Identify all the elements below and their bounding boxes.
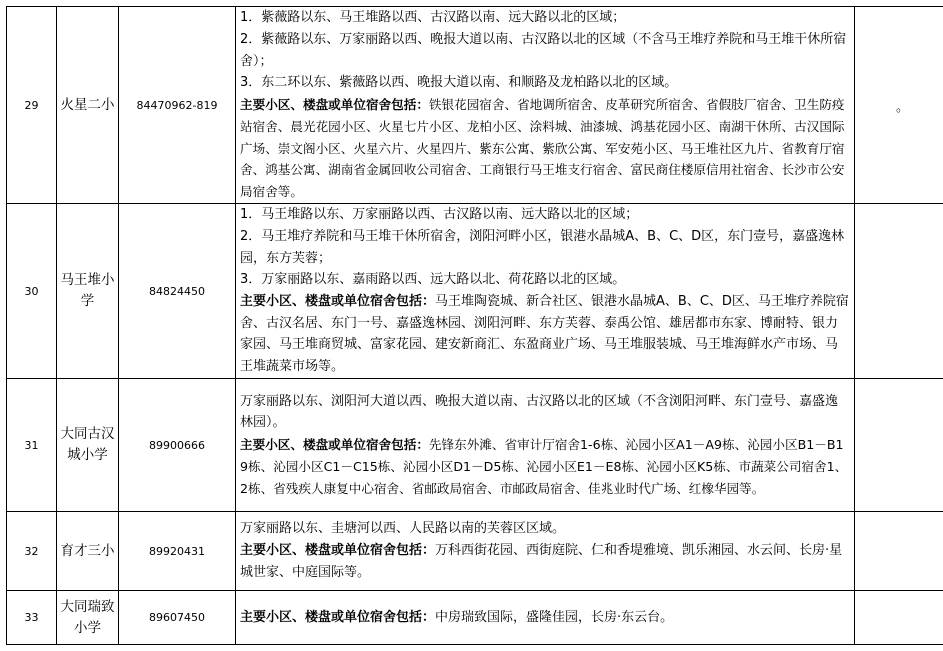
row-number: 32 [7, 512, 57, 591]
table-row [7, 591, 943, 645]
phone-number: 89920431 [119, 512, 236, 591]
note-cell [855, 591, 943, 645]
row-number: 33 [7, 591, 57, 645]
enrollment-area [236, 204, 855, 379]
key-label: 主要小区、楼盘或单位宿舍包括： [240, 294, 436, 309]
school-name: 马王堆小学 [57, 204, 119, 379]
table-row [7, 204, 943, 379]
key-text: 铁银花园宿舍、省地调所宿舍、皮革研究所宿舍、省假肢厂宿舍、卫生防疫站宿舍、晨光花园小区、火星七片小区、龙柏小区、涂料城、油漆城、鸿基花园小区、南湖干休所、古汉国际广场、崇文阁小区、火星六片、火星四片、紫东公寓、紫欣公寓、军安苑小区、马王堆社区九片、省教育厅宿舍、鸿基公寓、湖南省金属回收公司宿舍、工商银行马王堆支行宿舍、富民商住楼原信用社宿舍、长沙市公安局宿舍等。 [240, 97, 845, 199]
area-line: 1．马王堆路以东、万家丽路以西、古汉路以南、远大路以北的区域； [240, 207, 639, 223]
row-number: 30 [7, 204, 57, 379]
phone-number: 89607450 [119, 591, 236, 645]
key-communities [240, 434, 850, 499]
phone-number: 89900666 [119, 379, 236, 512]
note-cell [855, 204, 943, 379]
key-label: 主要小区、楼盘或单位宿舍包括： [240, 609, 436, 625]
area-line: 2．马王堆疗养院和马王堆干休所宿舍，浏阳河畔小区，银港水晶城A、B、C、D区，东门壹号，嘉盛逸林园，东方芙蓉； [240, 228, 845, 266]
note-cell [855, 512, 943, 591]
enrollment-area [236, 512, 855, 591]
phone-number: 84824450 [119, 204, 236, 379]
key-label: 主要小区、楼盘或单位宿舍包括： [240, 97, 429, 113]
row-number: 31 [7, 379, 57, 512]
table-row [7, 379, 943, 512]
enrollment-area [236, 591, 855, 645]
school-name: 大同古汉城小学 [57, 379, 119, 512]
table-row [7, 512, 943, 591]
school-name: 火星二小 [57, 7, 119, 204]
area-line: 3．东二环以东、紫薇路以西、晚报大道以南、和顺路及龙柏路以北的区域。 [240, 75, 678, 91]
school-name: 大同瑞致小学 [57, 591, 119, 645]
school-district-table [6, 6, 943, 645]
phone-number: 84470962-819 [119, 7, 236, 204]
key-communities [240, 540, 850, 583]
area-line: 万家丽路以东、浏阳河大道以西、晚报大道以南、古汉路以北的区域（不含浏阳河畔、东门壹号、嘉盛逸林园）。 [240, 393, 839, 431]
note-cell [855, 379, 943, 512]
key-text: 中房瑞致国际，盛隆佳园，长房·东云台。 [435, 609, 674, 625]
key-text: 先锋东外滩、省审计厅宿舍1-6栋、沁园小区A1－A9栋、沁园小区B1－B19栋、沁园小区C1－C15栋、沁园小区D1－D5栋、沁园小区E1－E8栋、沁园小区K5栋、市蔬菜公司宿舍1、2栋、省残疾人康复中心宿舍、省邮政局宿舍、市邮政局宿舍、佳兆业时代广场、红橡华园等。 [240, 437, 848, 496]
key-label: 主要小区、楼盘或单位宿舍包括： [240, 543, 436, 559]
enrollment-area [236, 379, 855, 512]
key-text: 马王堆陶瓷城、新合社区、银港水晶城A、B、C、D区、马王堆疗养院宿舍、古汉名居、东门一号、嘉盛逸林园、浏阳河畔、东方芙蓉、泰禹公馆、雄居都市东家、博耐特、银力家园、马王堆商贸城、富家花园、建安新商汇、东盈商业广场、马王堆服装城、马王堆海鲜水产市场、马王堆蔬菜市场等。 [240, 294, 849, 375]
key-communities [240, 291, 850, 378]
area-line: 1．紫薇路以东、马王堆路以西、古汉路以南、远大路以北的区域； [240, 10, 626, 26]
row-number: 29 [7, 7, 57, 204]
enrollment-area [236, 7, 855, 204]
key-text: 万科西街花园、西街庭院、仁和香堤雅境、凯乐湘园、水云间、长房·星城世家、中庭国际等。 [240, 543, 843, 580]
table-row [7, 7, 943, 204]
school-name: 育才三小 [57, 512, 119, 591]
note-cell: 。 [855, 7, 943, 204]
area-line: 3．万家丽路以东、嘉雨路以西、远大路以北、荷花路以北的区域。 [240, 272, 626, 288]
key-label: 主要小区、楼盘或单位宿舍包括： [240, 437, 429, 453]
area-line: 万家丽路以东、圭塘河以西、人民路以南的芙蓉区区域。 [240, 521, 566, 537]
key-communities [240, 607, 850, 629]
area-line: 2．紫薇路以东、万家丽路以西、晚报大道以南、古汉路以北的区域（不含马王堆疗养院和马王堆干休所宿舍）； [240, 32, 847, 69]
key-communities [240, 94, 850, 203]
